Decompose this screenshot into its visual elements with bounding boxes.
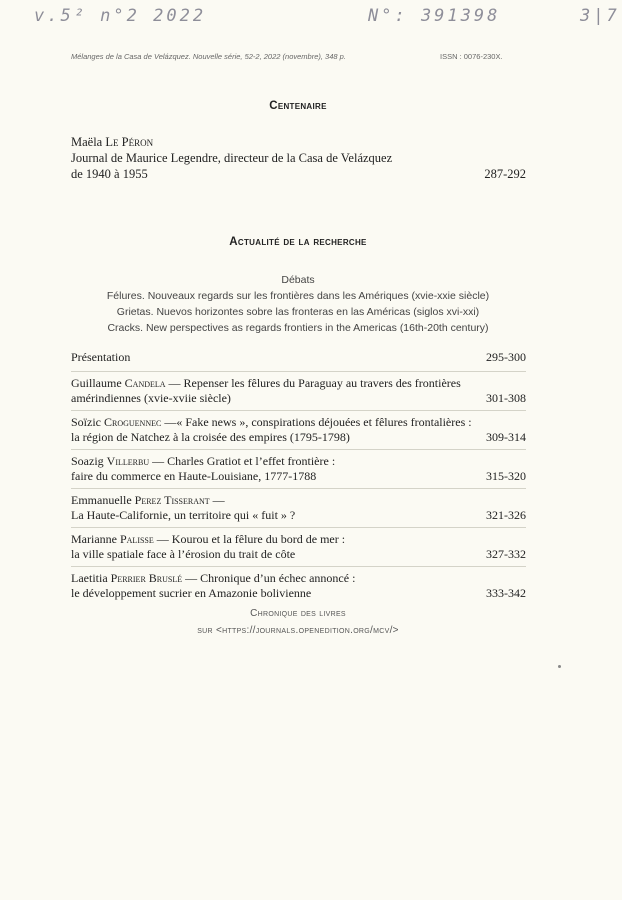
toc-pages: 327-332 <box>486 547 526 561</box>
toc-author-first: Emmanuelle <box>71 493 132 507</box>
toc-dash: — <box>182 571 201 585</box>
toc-author-last: Croguennec <box>104 415 162 429</box>
centenaire-pages: 287-292 <box>484 167 526 181</box>
scan-speck <box>558 665 561 668</box>
toc-line-2 <box>71 430 526 445</box>
toc-separator <box>71 527 526 528</box>
debats-title-es: Grietas. Nuevos horizontes sobre las fronteras en las Américas (siglos xvi-xxi) <box>116 306 480 318</box>
toc-title-line2: amérindiennes (xvie-xviie siècle) <box>71 391 231 405</box>
toc-separator <box>71 410 526 411</box>
issn: ISSN : 0076-230X. <box>440 52 503 61</box>
toc-dash: — <box>161 415 177 429</box>
toc-pages: 295-300 <box>486 350 526 364</box>
toc-author-last: Candela <box>124 376 166 390</box>
toc-pages: 315-320 <box>486 469 526 483</box>
toc-line-2 <box>71 508 526 523</box>
handwritten-number-note: N°: 391398 <box>368 6 501 26</box>
toc-author-first: Laetitia <box>71 571 108 585</box>
centenaire-author <box>71 134 526 150</box>
section-title-centenaire: Centenaire <box>269 100 327 112</box>
toc-title-line1: Chronique d’un échec annoncé : <box>200 571 356 585</box>
toc-author-last: Perrier Bruslé <box>110 571 183 585</box>
toc-line-1 <box>71 415 526 430</box>
chronique-block <box>0 605 596 639</box>
toc-entry <box>71 371 526 406</box>
chronique-title: Chronique des livres <box>250 608 346 619</box>
toc-separator <box>71 488 526 489</box>
toc-line-1 <box>71 532 526 547</box>
toc-author-first: Marianne <box>71 532 117 546</box>
centenaire-title-row <box>71 166 526 182</box>
toc-entry <box>71 527 526 562</box>
toc-dash: — <box>165 376 184 390</box>
table-of-contents <box>71 350 526 601</box>
handwritten-volume-note: v.5² n°2 2022 <box>34 6 207 26</box>
toc-separator <box>71 566 526 567</box>
debats-title-fr: Félures. Nouveaux regards sur les frontières dans les Amériques (xvie-xxie siècle) <box>106 290 490 302</box>
toc-dash: — <box>209 493 225 507</box>
toc-title-line1: Charles Gratiot et l’effet frontière : <box>167 454 336 468</box>
toc-line-1 <box>71 376 526 391</box>
toc-entry <box>71 350 526 365</box>
centenaire-title-line1: Journal de Maurice Legendre, directeur de la Casa de Velázquez <box>71 151 393 165</box>
toc-line-2 <box>71 469 526 484</box>
toc-entry <box>71 410 526 445</box>
author-last-name: Le Péron <box>105 135 154 149</box>
journal-citation: Mélanges de la Casa de Velázquez. Nouvelle série, 52-2, 2022 (novembre), 348 p. <box>71 52 346 61</box>
debats-label: Débats <box>281 274 315 286</box>
toc-author-last: Palisse <box>119 532 154 546</box>
toc-entry <box>71 488 526 523</box>
toc-author-first: Guillaume <box>71 376 122 390</box>
debats-title-en: Cracks. New perspectives as regards frontiers in the Americas (16th-20th century) <box>107 322 489 334</box>
toc-line-1 <box>71 350 526 365</box>
toc-title-line2: faire du commerce en Haute-Louisiane, 1777-1788 <box>71 469 317 483</box>
toc-separator <box>71 371 526 372</box>
centenaire-entry <box>71 134 526 182</box>
toc-pages: 301-308 <box>486 391 526 405</box>
toc-title-line1: « Fake news », conspirations déjouées et fêlures frontalières : <box>176 415 472 429</box>
toc-title-line1: Présentation <box>71 350 131 364</box>
toc-line-2 <box>71 547 526 562</box>
toc-author-last: Perez Tisserant <box>134 493 210 507</box>
author-first-name: Maëla <box>71 135 103 149</box>
toc-separator <box>71 449 526 450</box>
handwritten-page-note: 3|7 <box>580 6 620 26</box>
toc-title-line2: la ville spatiale face à l’érosion du trait de côte <box>71 547 296 561</box>
toc-line-2 <box>71 391 526 406</box>
toc-entry <box>71 449 526 484</box>
toc-line-2 <box>71 586 526 601</box>
toc-author-first: Soazig <box>71 454 104 468</box>
toc-title-line2: La Haute-Californie, un territoire qui « fuit » ? <box>71 508 296 522</box>
toc-line-1 <box>71 571 526 586</box>
centenaire-title-line2: de 1940 à 1955 <box>71 167 148 181</box>
toc-dash: — <box>149 454 168 468</box>
toc-entry <box>71 566 526 601</box>
toc-author-last: Villerbu <box>106 454 150 468</box>
toc-title-line1: Kourou et la fêlure du bord de mer : <box>171 532 346 546</box>
toc-pages: 333-342 <box>486 586 526 600</box>
toc-pages: 309-314 <box>486 430 526 444</box>
toc-title-line1: Repenser les fêlures du Paraguay au travers des frontières <box>183 376 461 390</box>
toc-line-1 <box>71 454 526 469</box>
toc-dash: — <box>153 532 172 546</box>
section-title-actualite: Actualité de la recherche <box>229 236 367 248</box>
toc-pages: 321-326 <box>486 508 526 522</box>
chronique-link: sur <https://journals.openedition.org/mcv/> <box>197 625 399 636</box>
toc-title-line2: le développement sucrier en Amazonie bolivienne <box>71 586 312 600</box>
toc-author-first: Soïzic <box>71 415 101 429</box>
toc-line-1 <box>71 493 526 508</box>
debats-block <box>0 272 596 336</box>
toc-title-line2: la région de Natchez à la croisée des empires (1795-1798) <box>71 430 350 444</box>
